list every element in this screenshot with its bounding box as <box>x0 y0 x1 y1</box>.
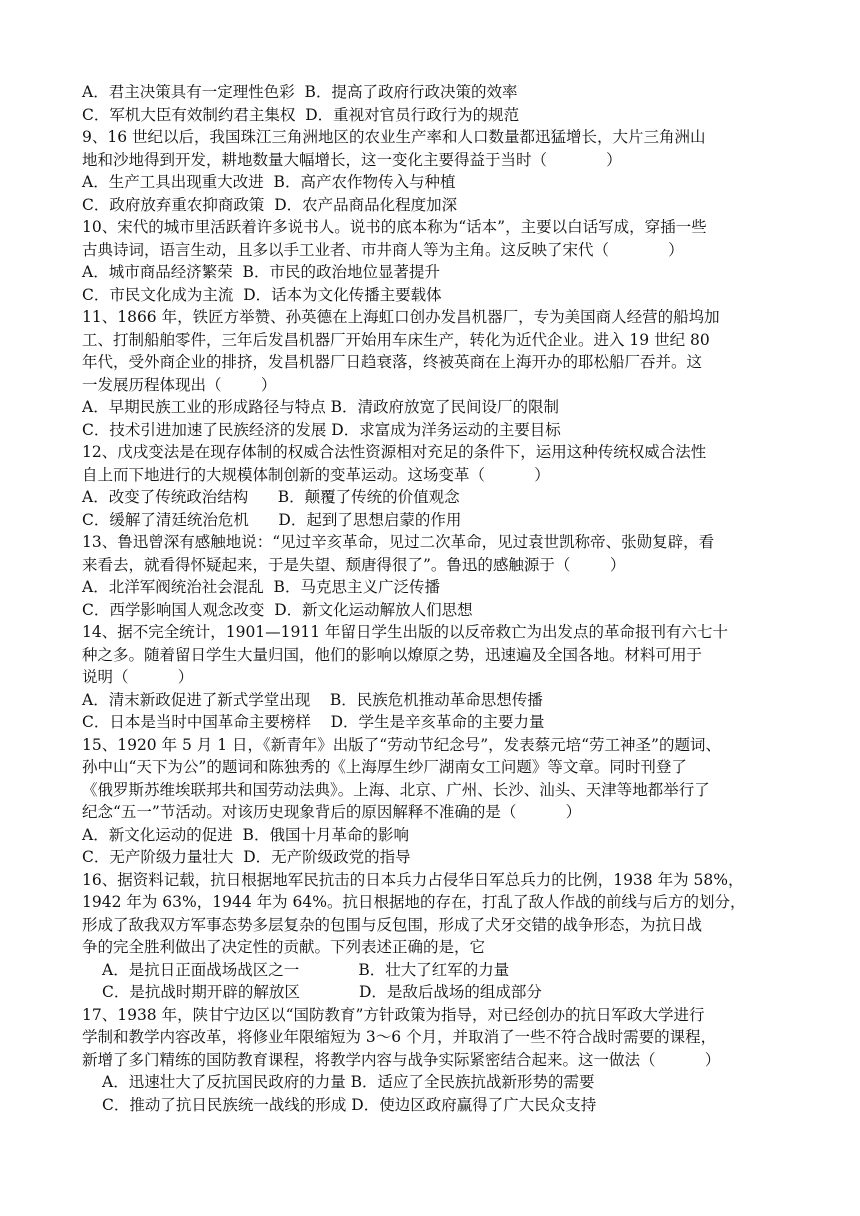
text-line: A．北洋军阀统治社会混乱 B．马克思主义广泛传播 <box>82 578 440 596</box>
text-line: 16、据资料记载，抗日根据地军民抗击的日本兵力占侵华日军总兵力的比例，1938 年为 58%， <box>82 870 744 889</box>
text-line: C．军机大臣有效制约君主集权 D．重视对官员行政行为的规范 <box>82 105 520 124</box>
text-line: C．日本是当时中国革命主要榜样 D．学生是辛亥革命的主要力量 <box>82 713 545 731</box>
text-line: A．清末新政促进了新式学堂出现 B．民族危机推动革命思想传播 <box>82 690 543 709</box>
text-line: A．君主决策具有一定理性色彩 B．提高了政府行政决策的效率 <box>82 83 518 101</box>
text-line: 说明（ ） <box>82 668 194 686</box>
text-line: 12、戊戌变法是在现存体制的权威合法性资源相对充足的条件下，运用这种传统权威合法性 <box>82 443 707 461</box>
text-line: 来看去，就看得怀疑起来，于是失望、颓唐得很了”。鲁迅的感触源于（ ） <box>82 555 626 574</box>
text-line: 工、打制船舶零件，三年后发昌机器厂开始用车床生产，转化为近代企业。进入 19 世纪 80 <box>82 330 710 349</box>
text-line: C．缓解了清廷统治危机 D．起到了思想启蒙的作用 <box>82 510 462 529</box>
text-line: 《俄罗斯苏维埃联邦共和国劳动法典》。上海、北京、广州、长沙、汕头、天津等地都举行了 <box>82 780 710 799</box>
text-line: C．市民文化成为主流 D．话本为文化传播主要载体 <box>82 285 442 304</box>
text-line: 自上而下地进行的大规模体制创新的变革运动。这场变革（ ） <box>82 465 550 484</box>
text-line: A．迅速壮大了反抗国民政府的力量 B．适应了全民族抗战新形势的需要 <box>102 1073 595 1091</box>
text-line: 11、1866 年，铁匠方举赞、孙英德在上海虹口创办发昌机器厂，专为美国商人经营的船坞加 <box>82 308 720 326</box>
text-line: 新增了多门精练的国防教育课程，将教学内容与战争实际紧密结合起来。这一做法（ ） <box>82 1050 721 1069</box>
text-line: A．新文化运动的促进 B．俄国十月革命的影响 <box>82 825 409 844</box>
text-line: 种之多。随着留日学生大量归国，他们的影响以燎原之势，迅速遍及全国各地。材料可用于 <box>82 645 703 664</box>
text-line: C．西学影响国人观念改变 D．新文化运动解放人们思想 <box>82 600 473 619</box>
text-line: A．改变了传统政治结构 B．颠覆了传统的价值观念 <box>82 488 460 506</box>
exam-page-text <box>82 81 782 1116</box>
text-line: A．是抗日正面战场战区之一 B．壮大了红军的力量 <box>102 960 510 979</box>
text-line: C．政府放弃重农抑商政策 D．农产品商品化程度加深 <box>82 195 458 214</box>
text-line: A．城市商品经济繁荣 B．市民的政治地位显著提升 <box>82 263 440 281</box>
text-line: 9、16 世纪以后，我国珠江三角洲地区的农业生产率和人口数量都迅猛增长，大片三角洲山 <box>82 128 706 146</box>
text-line: A．早期民族工业的形成路径与特点 B．清政府放宽了民间设厂的限制 <box>82 398 560 416</box>
text-line: 13、鲁迅曾深有感触地说：“见过辛亥革命，见过二次革命，见过袁世凯称帝、张勋复辟，看 <box>82 533 715 551</box>
text-line: 纪念“五一”节活动。对该历史现象背后的原因解释不准确的是（ ） <box>82 803 582 821</box>
text-line: 地和沙地得到开发，耕地数量大幅增长，这一变化主要得益于当时（ ） <box>82 150 622 169</box>
text-line: C．推动了抗日民族统一战线的形成 D．使边区政府赢得了广大民众支持 <box>102 1095 597 1114</box>
text-line: C．技术引进加速了民族经济的发展 D．求富成为洋务运动的主要目标 <box>82 420 561 439</box>
text-line: 年代，受外商企业的排挤，发昌机器厂日趋衰落，终被英商在上海开办的耶松船厂吞并。这 <box>82 353 703 371</box>
text-line: 学制和教学内容改革，将修业年限缩短为 3～6 个月，并取消了一些不符合战时需要的课程， <box>82 1028 717 1046</box>
text-line: A．生产工具出现重大改进 B．高产农作物传入与种植 <box>82 173 456 191</box>
text-line: 15、1920 年 5 月 1 日，《新青年》出版了“劳动节纪念号”，发表蔡元培“劳工神圣”的题词、 <box>82 735 721 754</box>
text-line: C．无产阶级力量壮大 D．无产阶级政党的指导 <box>82 848 411 866</box>
text-line: 形成了敌我双方军事态势多层复杂的包围与反包围，形成了犬牙交错的战争形态，为抗日战 <box>82 915 703 934</box>
text-line: 17、1938 年，陕甘宁边区以“国防教育”方针政策为指导，对已经创办的抗日军政大学进行 <box>82 1005 705 1024</box>
text-line: 争的完全胜利做出了决定性的贡献。下列表述正确的是，它 <box>82 938 486 956</box>
text-line: 14、据不完全统计，1901—1911 年留日学生出版的以反帝救亡为出发点的革命报刊有六七十 <box>82 623 729 641</box>
text-line: 孙中山“天下为公”的题词和陈独秀的《上海厚生纱厂湖南女工问题》等文章。同时刊登了 <box>82 758 687 776</box>
text-line: 1942 年为 63%，1944 年为 64%。抗日根据地的存在，打乱了敌人作战的前线与后方的划分， <box>82 893 746 911</box>
text-line: 古典诗词，语言生动，且多以手工业者、市井商人等为主角。这反映了宋代（ ） <box>82 240 684 259</box>
text-line: 10、宋代的城市里活跃着许多说书人。说书的底本称为“话本”，主要以白话写成，穿插一些 <box>82 218 707 236</box>
text-line: 一发展历程体现出（ ） <box>82 375 277 394</box>
text-line: C．是抗战时期开辟的解放区 D．是敌后战场的组成部分 <box>102 983 542 1001</box>
